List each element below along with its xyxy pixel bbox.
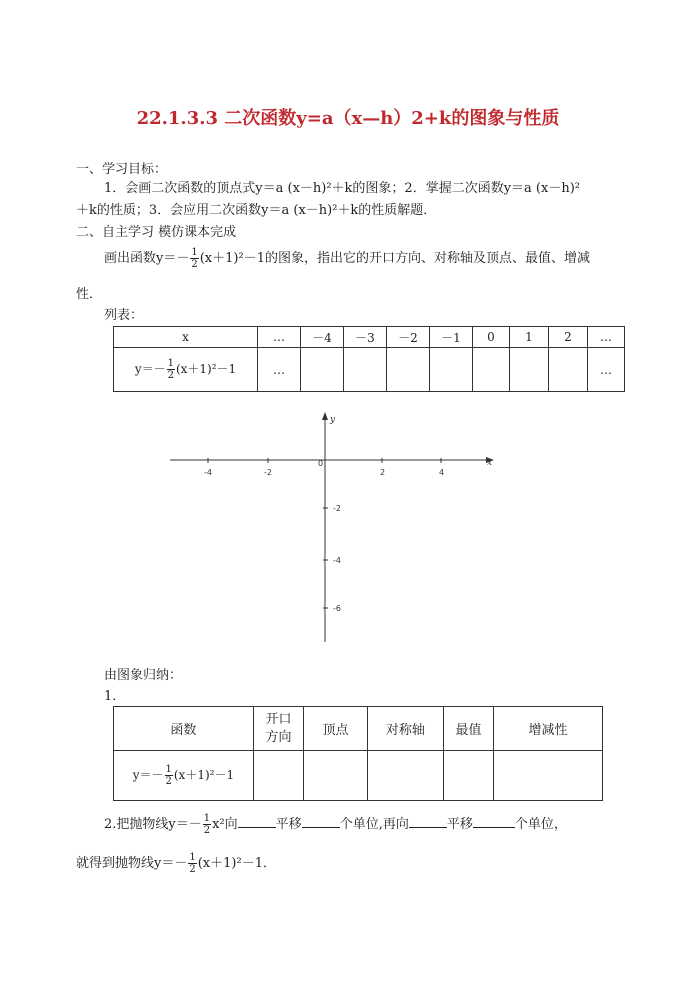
header-cell: －1	[430, 327, 473, 348]
task-line-1	[104, 247, 590, 270]
header-cell: …	[258, 327, 301, 348]
y-cell[interactable]	[387, 348, 430, 392]
y-tick-label: -2	[333, 504, 341, 513]
property-table	[113, 706, 603, 801]
header-cell: －4	[301, 327, 344, 348]
y-cell[interactable]: …	[258, 348, 301, 392]
question-2-line-2: 就得到抛物线y＝－ $\frac{1}{2}$ (x＋1)²－1．	[76, 852, 276, 875]
header-cell: 1	[510, 327, 549, 348]
property-table-row	[114, 751, 603, 801]
answer-blank[interactable]	[238, 815, 276, 828]
answer-cell[interactable]	[443, 751, 493, 801]
header-cell: …	[588, 327, 625, 348]
y-cell[interactable]	[510, 348, 549, 392]
y-tick-label: -6	[333, 604, 341, 613]
header-monotonicity: 增减性	[494, 707, 603, 751]
y-cell[interactable]: …	[588, 348, 625, 392]
answer-cell[interactable]	[253, 751, 303, 801]
y-row-label: y＝－ $\frac{1}{2}$ (x＋1)²－1	[114, 348, 258, 392]
fraction-half: $\frac{1}{2}$	[191, 247, 198, 270]
x-tick-label: -2	[264, 468, 272, 477]
y-cell[interactable]	[549, 348, 588, 392]
y-cell[interactable]	[473, 348, 510, 392]
task-prefix: 画出函数y＝－	[104, 251, 190, 266]
y-cell[interactable]	[344, 348, 387, 392]
header-cell: x	[114, 327, 258, 348]
summary-heading: 由图象归纳：	[104, 668, 183, 683]
answer-cell[interactable]	[367, 751, 443, 801]
property-table-header-row	[114, 707, 603, 751]
task-line-2: 性．	[76, 287, 103, 302]
summary-index: 1．	[104, 689, 126, 704]
answer-cell[interactable]	[494, 751, 603, 801]
answer-cell[interactable]	[304, 751, 368, 801]
x-axis-label: x	[487, 458, 493, 468]
value-table-y-row	[114, 348, 625, 392]
header-cell: －2	[387, 327, 430, 348]
x-tick-label: -4	[204, 468, 212, 477]
table-label: 列表：	[104, 308, 144, 323]
section-heading-goals: 一、学习目标：	[76, 162, 168, 177]
answer-blank[interactable]	[473, 815, 515, 828]
y-tick-label: -4	[333, 556, 341, 565]
header-cell: 2	[549, 327, 588, 348]
question-2-line-1: 2.把抛物线y＝－ $\frac{1}{2}$ x²向 平移 个单位,再向 平移 个单位，	[104, 813, 567, 836]
header-extreme-value: 最值	[443, 707, 493, 751]
y-axis-arrow	[322, 412, 328, 420]
header-axis-of-symmetry: 对称轴	[367, 707, 443, 751]
origin-label: 0	[318, 459, 324, 468]
coordinate-axes	[160, 408, 500, 648]
header-cell: －3	[344, 327, 387, 348]
value-table	[113, 326, 625, 392]
value-table-header-row	[114, 327, 625, 348]
y-axis-label: y	[330, 415, 336, 425]
page-title: 22.1.3.3 二次函数y=a（x—h）2+k的图象与性质	[136, 108, 560, 129]
task-suffix: (x＋1)²－1的图象，指出它的开口方向、对称轴及顶点、最值、增减	[199, 251, 590, 266]
goals-line-2: ＋k的性质；3．会应用二次函数y＝a (x－h)²＋k的性质解题．	[76, 203, 437, 218]
answer-blank[interactable]	[302, 815, 340, 828]
property-row-label: y＝－ $\frac{1}{2}$ (x＋1)²－1	[114, 751, 254, 801]
y-cell[interactable]	[430, 348, 473, 392]
answer-blank[interactable]	[409, 815, 447, 828]
header-function: 函数	[114, 707, 254, 751]
goals-line-1: 1．会画二次函数的顶点式y＝a (x－h)²＋k的图象；2．掌握二次函数y＝a (x－h)²	[104, 181, 580, 196]
section-heading-self-study: 二、自主学习 模仿课本完成	[76, 225, 237, 240]
header-opening-direction: 开口 方向	[253, 707, 303, 751]
x-tick-label: 4	[439, 468, 445, 477]
header-cell: 0	[473, 327, 510, 348]
header-vertex: 顶点	[304, 707, 368, 751]
y-cell[interactable]	[301, 348, 344, 392]
x-tick-label: 2	[380, 468, 386, 477]
